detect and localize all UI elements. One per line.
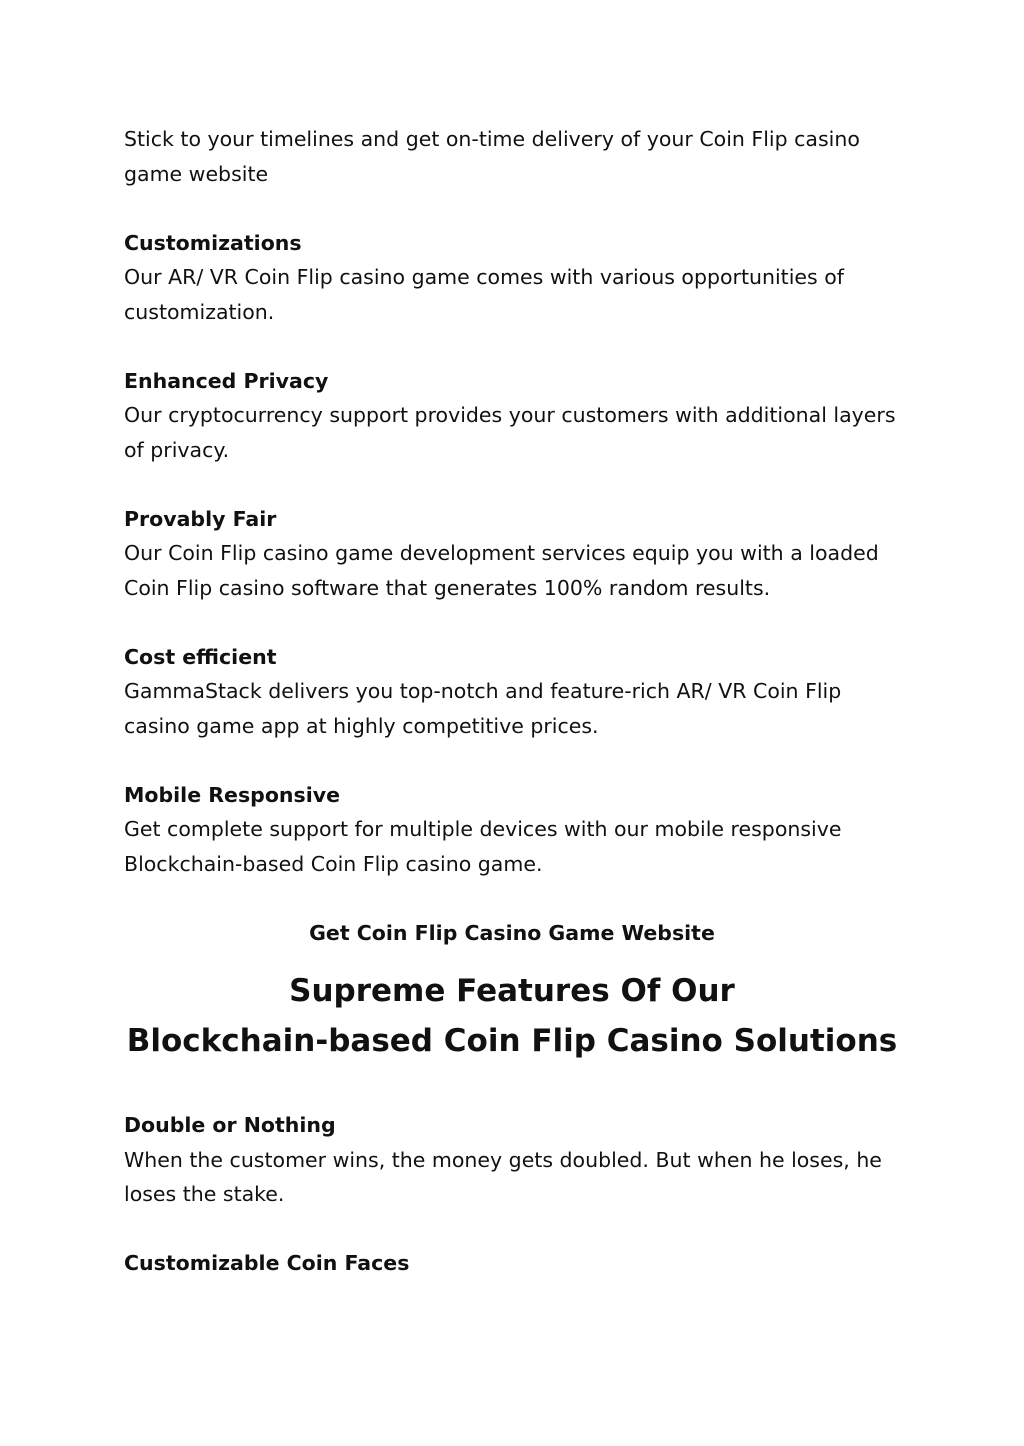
intro-paragraph: Stick to your timelines and get on-time delivery of your Coin Flip casino game website (124, 127, 860, 186)
feature-customizations (124, 226, 904, 330)
feature-description: Our Coin Flip casino game development services equip you with a loaded Coin Flip casino software that generates 100% random results. (124, 541, 879, 600)
section-title-line-1: Supreme Features Of Our (289, 973, 735, 1009)
feature-description: When the customer wins, the money gets doubled. But when he loses, he loses the stake. (124, 1147, 882, 1206)
feature-heading: Customizations (124, 230, 302, 255)
feature-heading: Enhanced Privacy (124, 368, 329, 393)
feature-provably-fair (124, 502, 904, 606)
cta-link[interactable]: Get Coin Flip Casino Game Website (309, 920, 715, 945)
document-page (124, 122, 904, 1315)
feature-cost-efficient (124, 640, 904, 744)
intro-block (124, 122, 904, 191)
feature-description: Get complete support for multiple devices with our mobile responsive Blockchain-based Coin Flip casino game. (124, 817, 842, 876)
feature-heading: Mobile Responsive (124, 782, 340, 807)
feature-heading: Provably Fair (124, 506, 277, 531)
feature-description: Our cryptocurrency support provides your customers with additional layers of privacy. (124, 403, 896, 462)
section-title-line-2: Blockchain-based Coin Flip Casino Solutions (126, 1023, 898, 1059)
section-title (124, 966, 900, 1066)
feature-heading: Double or Nothing (124, 1113, 336, 1137)
feature-double-or-nothing (124, 1108, 904, 1212)
feature-mobile-responsive (124, 778, 904, 882)
feature-heading: Cost efficient (124, 644, 277, 669)
feature-description: Our AR/ VR Coin Flip casino game comes with various opportunities of customization. (124, 265, 844, 324)
feature-heading: Customizable Coin Faces (124, 1251, 410, 1275)
feature-customizable-coin-faces (124, 1246, 904, 1281)
feature-description: GammaStack delivers you top-notch and feature-rich AR/ VR Coin Flip casino game app at highly competitive prices. (124, 679, 842, 738)
feature-enhanced-privacy (124, 364, 904, 468)
